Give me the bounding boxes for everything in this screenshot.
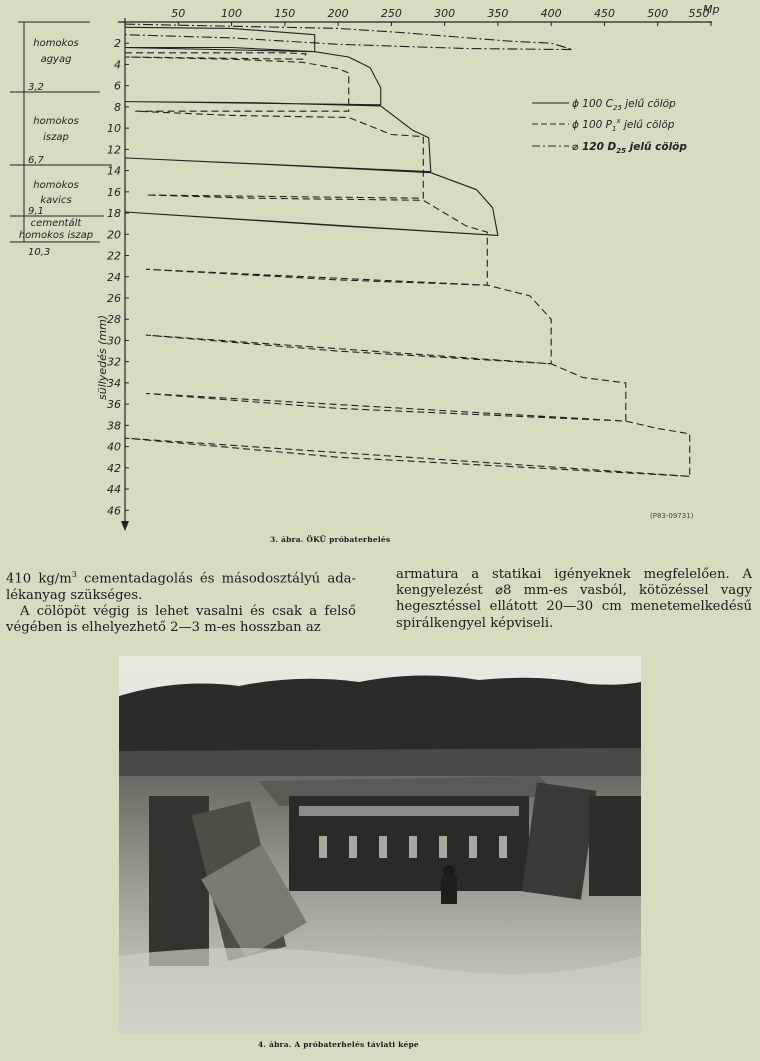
y-tick-label: 24 [107,270,121,284]
chart-legend [532,98,687,155]
x-tick-label: 300 [434,7,456,20]
y-tick-label: 4 [114,58,121,72]
paragraph-3: armatura a statikai igényeknek megfelelően. A kengyelezést ⌀8 mm-es vasból, kötözéssel vagy hegesztéssel ellátott 20—30 cm menetemelkedésű spirálkengyel képviseli. [396,567,752,631]
x-tick-label: 400 [540,7,562,20]
figure-4-photo [119,656,641,1034]
y-tick-label: 16 [107,185,121,199]
soil-layer-name: iszap [43,132,69,143]
legend-label-d25: ⌀ 120 $D_{25}$ jelű cölöp [572,141,687,155]
y-tick-label: 12 [107,143,121,157]
text-column-left [6,567,356,636]
y-tick-label: 34 [107,376,121,390]
soil-layer-depth: 3,2 [28,82,44,93]
y-tick-label: 8 [114,100,121,114]
soil-layer-name: homokos [33,38,79,49]
soil-layer-depth: 9,1 [28,206,44,217]
y-tick-label: 26 [107,291,121,305]
y-axis-label: süllyedés (mm) [96,314,109,400]
x-tick-label: 50 [171,7,186,20]
x-axis-unit: Mp [703,3,720,16]
x-tick-label: 200 [327,7,349,20]
y-tick-label: 28 [107,313,121,327]
figure-4-caption: 4. ábra. A próbaterhelés távlati képe [258,1040,419,1049]
soil-layer-depth: 6,7 [28,155,44,166]
y-tick-label: 32 [107,355,121,369]
soil-layer-name: homokos iszap [18,230,94,241]
y-tick-label: 40 [107,440,121,454]
figure-stamp: (P83-09731) [650,512,694,520]
legend-label-p1: ϕ 100 $P_1^x$ jelű cölöp [572,117,675,133]
y-tick-label: 6 [114,79,121,93]
soil-layer-name: homokos [33,180,79,191]
text-column-right [396,567,752,632]
y-tick-label: 38 [107,419,121,433]
y-tick-label: 46 [107,504,121,518]
y-axis-arrow [121,521,129,531]
paragraph-1: 410 $kg/m^3$ cementadagolás és másodosztályú ada-lékanyag szükséges. [6,570,356,603]
soil-layer-name: cementált [30,218,82,229]
paragraph-2: A cölöpöt végig is lehet vasalni és csak a felső végében is elhelyezhető 2—3 m-es hosszban az [6,603,356,635]
x-tick-label: 100 [221,7,243,20]
y-tick-label: 42 [107,461,121,475]
y-tick-label: 2 [114,37,121,51]
x-tick-label: 150 [274,7,296,20]
soil-layer-name: kavics [40,195,72,206]
soil-layer-name: agyag [40,54,72,65]
y-tick-label: 14 [107,164,121,178]
legend-label-c25: ϕ 100 $C_{25}$ jelű cölöp [572,98,676,112]
x-tick-label: 350 [487,7,509,20]
y-tick-label: 30 [107,334,121,348]
y-tick-label: 36 [107,398,121,412]
y-tick-label: 20 [107,228,121,242]
soil-layer-depth: 10,3 [28,247,51,258]
y-tick-label: 44 [107,483,121,497]
x-tick-label: 250 [380,7,402,20]
x-tick-label: 500 [647,7,669,20]
y-tick-label: 18 [107,207,121,221]
y-tick-label: 22 [107,249,121,263]
y-tick-label: 10 [107,122,121,136]
series-line-1 [125,53,690,477]
figure-3-caption: 3. ábra. ÖKÜ próbaterhelés [270,535,391,544]
x-tick-label: 450 [593,7,615,20]
soil-layer-name: homokos [33,116,79,127]
x-tick-label: 550 [688,7,710,20]
